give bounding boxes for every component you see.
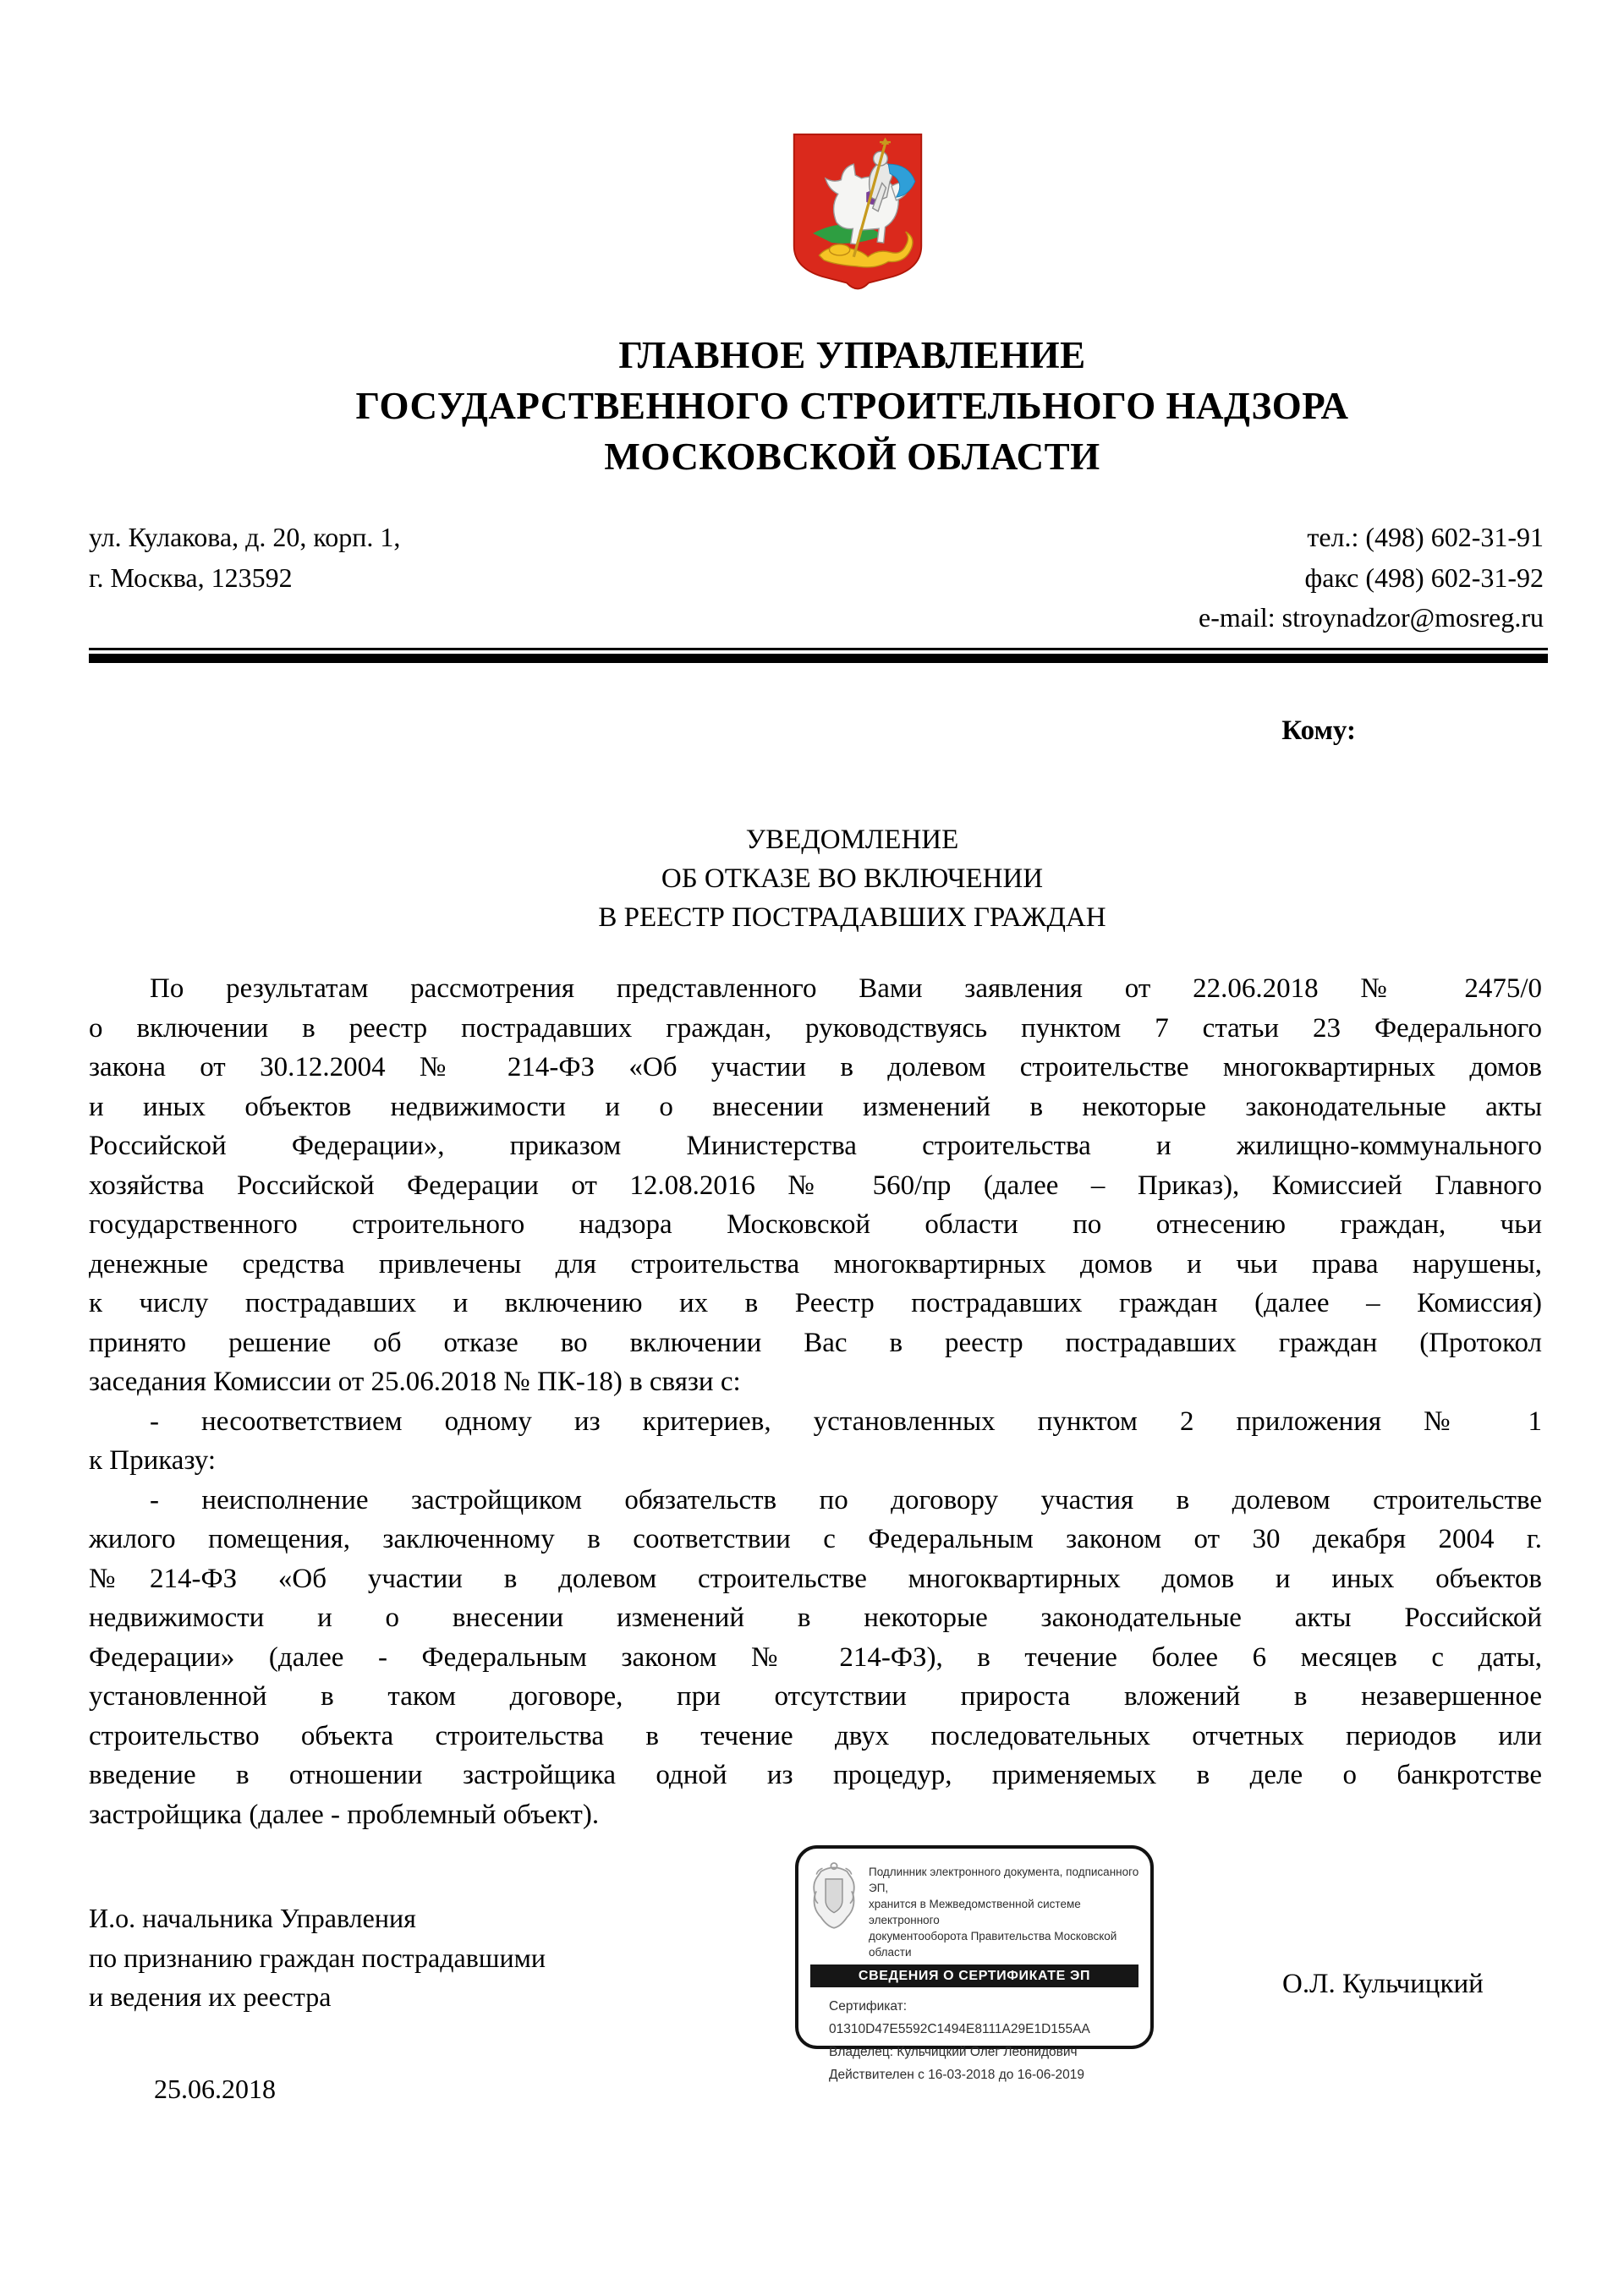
signer-position-line: по признанию граждан пострадавшими: [89, 1942, 546, 1973]
body-line: - неисполнение застройщиком обязательств по договору участия в долевом строительстве: [150, 1484, 1542, 1515]
electronic-signature-stamp: [795, 1845, 1154, 2082]
signer-position-line: И.о. начальника Управления: [89, 1903, 416, 1933]
body-line: По результатам рассмотрения представленного Вами заявления от 22.06.2018 № 2475/0: [150, 973, 1542, 1004]
contact-block: [1199, 518, 1544, 638]
document-date: 25.06.2018: [154, 2074, 276, 2104]
stamp-certificate-bar: СВЕДЕНИЯ О СЕРТИФИКАТЕ ЭП: [810, 1964, 1138, 1987]
body-line: принято решение об отказе во включении Вас в реестр пострадавших граждан (Протокол: [89, 1327, 1542, 1358]
org-header-line: МОСКОВСКОЙ ОБЛАСТИ: [604, 436, 1100, 478]
body-line: Федерации» (далее - Федеральным законом № 214-ФЗ), в течение более 6 месяцев с даты,: [89, 1641, 1542, 1673]
recipient-label: Кому:: [1281, 715, 1356, 746]
body-line: денежные средства привлечены для строительства многоквартирных домов и чьи права нарушены,: [89, 1248, 1542, 1280]
stamp-header-line: документооборота Правительства Московской области: [869, 1930, 1117, 1959]
phone-line: тел.: (498) 602-31-91: [1307, 522, 1544, 552]
body-line: хозяйства Российской Федерации от 12.08.2016 № 560/пр (далее – Приказ), Комиссией Главного: [89, 1170, 1542, 1201]
moscow-region-crest-gray-icon: [810, 1858, 858, 1931]
body-line: и иных объектов недвижимости и о внесении изменений в некоторые законодательные акты: [89, 1091, 1542, 1122]
document-body: [89, 969, 1542, 1834]
document-title: [127, 820, 1577, 937]
body-line: строительство объекта строительства в течение двух последовательных отчетных периодов или: [89, 1720, 1542, 1751]
body-line: о включении в реестр пострадавших граждан, руководствуясь пунктом 7 статьи 23 Федерального: [89, 1012, 1542, 1044]
stamp-header-line: Подлинник электронного документа, подписанного ЭП,: [869, 1866, 1139, 1894]
address-block: [89, 518, 400, 598]
stamp-header-line: хранится в Межведомственной системе электронного: [869, 1898, 1081, 1926]
body-line: застройщика (далее - проблемный объект).: [89, 1799, 600, 1830]
body-line: Российской Федерации», приказом Министерства строительства и жилищно-коммунального: [89, 1131, 1542, 1161]
address-line: г. Москва, 123592: [89, 562, 293, 593]
body-line: недвижимости и о внесении изменений в некоторые законодательные акты Российской: [89, 1603, 1542, 1633]
body-line: - несоответствием одному из критериев, установленных пунктом 2 приложения № 1: [150, 1406, 1542, 1437]
document-title-line: УВЕДОМЛЕНИЕ: [745, 825, 959, 855]
signer-name: О.Л. Кульчицкий: [1282, 1969, 1484, 1999]
body-line: заседания Комиссии от 25.06.2018 № ПК-18) в связи с:: [89, 1367, 741, 1397]
stamp-certificate-validity: Действителен с 16-03-2018 до 16-06-2019: [829, 2068, 1084, 2082]
fax-line: факс (498) 602-31-92: [1304, 562, 1544, 593]
signer-position-block: [89, 1899, 546, 2017]
divider-thick-line: [89, 654, 1548, 663]
header-divider: [89, 648, 1548, 663]
body-line: государственного строительного надзора Московской области по отнесению граждан, чьи: [89, 1209, 1542, 1240]
org-header-line: ГОСУДАРСТВЕННОГО СТРОИТЕЛЬНОГО НАДЗОРА: [355, 385, 1349, 427]
body-line: жилого помещения, заключенному в соответствии с Федеральным законом от 30 декабря 2004 г.: [89, 1524, 1542, 1554]
stamp-header-row: [798, 1849, 1150, 1960]
body-line: закона от 30.12.2004 № 214-ФЗ «Об участии в долевом строительстве многоквартирных домов: [89, 1052, 1542, 1082]
moscow-region-coat-of-arms-icon: [791, 127, 924, 293]
body-line: №214-ФЗ «Об участии в долевом строительстве многоквартирных домов и иных объектов: [89, 1563, 1542, 1594]
stamp-header-text: [869, 1858, 1142, 1960]
stamp-certificate-details: [798, 1987, 1150, 2086]
email-line: e-mail: stroynadzor@mosreg.ru: [1198, 602, 1544, 633]
body-line: к Приказу:: [89, 1445, 217, 1476]
body-line: введение в отношении застройщика одной из процедур, применяемых в деле о банкротстве: [89, 1760, 1542, 1790]
body-line: к числу пострадавших и включению их в Реестр пострадавших граждан (далее – Комиссия): [89, 1288, 1542, 1318]
body-line: установленной в таком договоре, при отсутствии прироста вложений в незавершенное: [89, 1681, 1542, 1712]
divider-thin-line: [89, 648, 1548, 650]
address-line: ул. Кулакова, д. 20, корп. 1,: [89, 522, 401, 552]
document-title-line: ОБ ОТКАЗЕ ВО ВКЛЮЧЕНИИ: [661, 863, 1044, 894]
document-title-line: В РЕЕСТР ПОСТРАДАВШИХ ГРАЖДАН: [598, 902, 1106, 933]
stamp-certificate-owner: Владелец: Кульчицкий Олег Леонидович: [829, 2045, 1078, 2059]
org-header-line: ГЛАВНОЕ УПРАВЛЕНИЕ: [618, 334, 1086, 376]
signer-position-line: и ведения их реестра: [89, 1981, 332, 2012]
organization-header: [127, 330, 1577, 482]
stamp-certificate-number: Сертификат: 01310D47E5592C1494E8111A29E1D155AA: [829, 1999, 1090, 2036]
